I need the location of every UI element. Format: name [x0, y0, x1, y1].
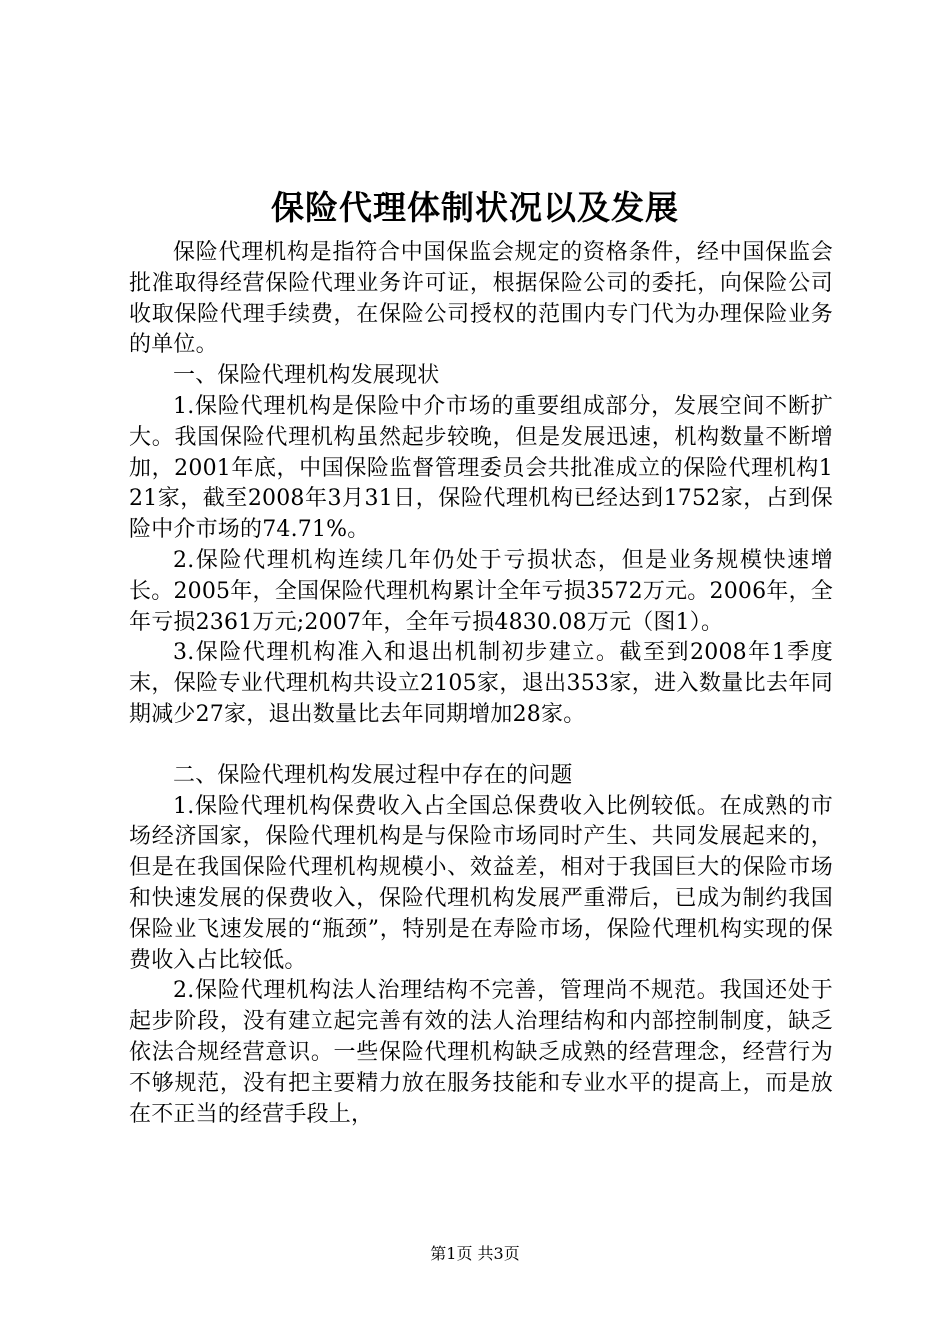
section-2-item-2: 2.保险代理机构法人治理结构不完善，管理尚不规范。我国还处于起步阶段，没有建立起完善有效的法人治理结构和内部控制制度，缺乏依法合规经营意识。一些保险代理机构缺乏成熟的经营理念，经营行为不够规范，没有把主要精力放在服务技能和专业水平的提高上，而是放在不正当的经营手段上，	[129, 978, 833, 1127]
blank-line	[129, 731, 833, 761]
document-title: 保险代理体制状况以及发展	[271, 188, 679, 227]
intro-paragraph: 保险代理机构是指符合中国保监会规定的资格条件，经中国保监会批准取得经营保险代理业务许可证，根据保险公司的委托，向保险公司收取保险代理手续费，在保险公司授权的范围内专门代为办理保险业务的单位。	[129, 240, 833, 358]
section-heading-1: 一、保险代理机构发展现状	[173, 363, 440, 389]
section-2-item-1: 1.保险代理机构保费收入占全国总保费收入比例较低。在成熟的市场经济国家，保险代理机构是与保险市场同时产生、共同发展起来的，但是在我国保险代理机构规模小、效益差，相对于我国巨大的保险市场和快速发展的保费收入，保险代理机构发展严重滞后，已成为制约我国保险业飞速发展的“瓶颈”，特别是在寿险市场，保险代理机构实现的保费收入占比较低。	[129, 793, 833, 973]
section-1-item-3: 3.保险代理机构准入和退出机制初步建立。截至到2008年1季度末，保险专业代理机构共设立2105家，退出353家，进入数量比去年同期减少27家，退出数量比去年同期增加28家。	[129, 640, 833, 727]
section-1-item-1: 1.保险代理机构是保险中介市场的重要组成部分，发展空间不断扩大。我国保险代理机构虽然起步较晚，但是发展迅速，机构数量不断增加，2001年底，中国保险监督管理委员会共批准成立的保险代理机构121家，截至2008年3月31日，保险代理机构已经达到1752家，占到保险中介市场的74.71%。	[129, 393, 833, 543]
page-footer: 第1页 共3页	[430, 1244, 520, 1263]
section-heading-2: 二、保险代理机构发展过程中存在的问题	[173, 762, 573, 788]
document-body	[129, 238, 833, 1130]
section-1-item-2: 2.保险代理机构连续几年仍处于亏损状态，但是业务规模快速增长。2005年，全国保险代理机构累计全年亏损3572万元。2006年，全年亏损2361万元;2007年，全年亏损4830.08万元（图1）。	[129, 547, 833, 635]
